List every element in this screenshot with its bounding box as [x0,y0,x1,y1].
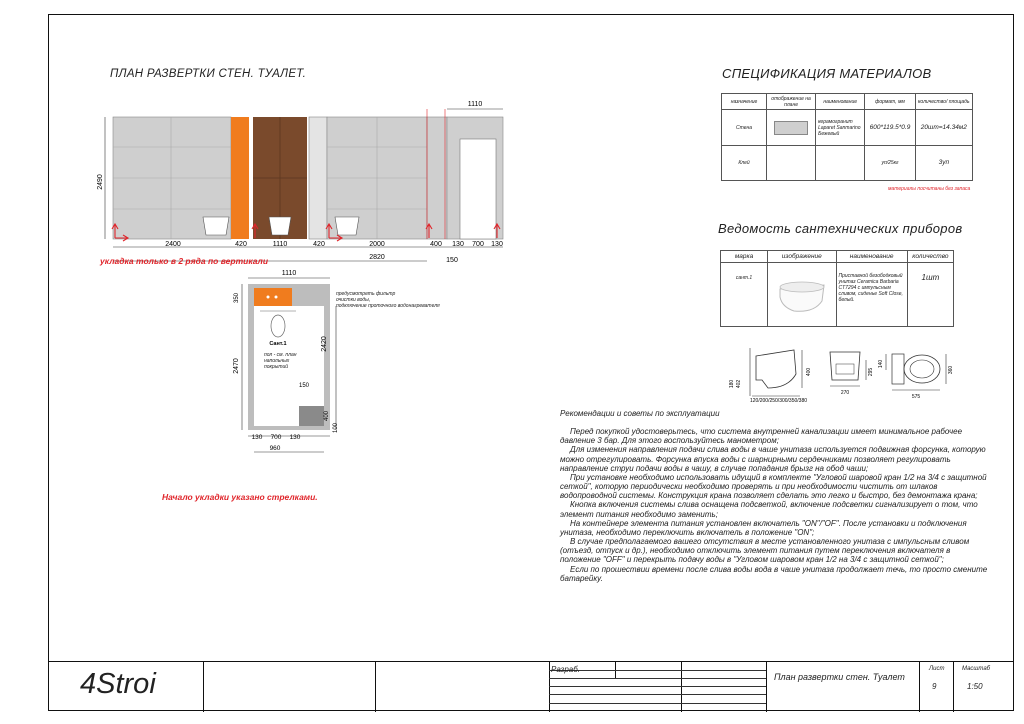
plan-dim-400: 400 [324,410,330,422]
toilet-side-elevation-2 [335,217,359,235]
table-header: количество [907,251,953,263]
dim-seg: 2000 [369,241,385,248]
dim-seg: 400 [430,241,442,248]
drawing-dim: 120/200/250/300/350/380 [750,398,807,402]
tile-swatch [774,121,808,135]
wall-plan-title: ПЛАН РАЗВЕРТКИ СТЕН. ТУАЛЕТ. [110,68,307,80]
recommendation-item: Если по прошествии времени после слива воды вода в чаше унитаза продолжает течь, то просто смените батарейку. [560,564,988,583]
recommendation-item: При установке необходимо использовать идущий в комплекте "Угловой шаровой кран 1/2 на 3/4 с защитной сеткой", которую периодически необходимо проверять и при необходимости чистить от шлаков водопроводной системы. Конструкция крана позволяет сделать это легко и быстро, без демонтажа крана; [560,472,987,501]
table-header: изображение [768,251,836,263]
recommendations [560,409,990,583]
dim-seg: 130 [452,241,464,248]
company-logo-text: 4Stroi [80,668,156,700]
recommendation-item: Кнопка включения системы слива оснащена подсветкой, включение подсветки сигнализирует о том, что элемент питания необходимо заменить; [560,500,978,519]
plan-fixture-label: Сант.1 [269,341,287,347]
dim-sub: 150 [446,257,458,264]
sheet-label: Лист [929,666,945,672]
table-cell: 20шт=14.34м2 [915,110,972,146]
plan-dim-left: 2470 [233,358,240,374]
dim-height: 2490 [97,174,104,190]
drawing-dim: 180 [729,379,735,389]
drawing-dim: 402 [736,379,742,389]
plan-dim-350: 350 [234,292,240,304]
recommendation-item: Для изменения направления подачи слива воды в чаше унитаза используется подвижная форсунка, которую можно отрегулировать. Форсунка впуска воды с шарнирными сердечниками позволяет регулировать направление струи подачи воды в чашу, в случае попадания брызг на обод чаши; [560,445,986,473]
wall-elevation [85,95,525,275]
tile-swatch-cell [767,110,816,146]
dim-seg: 420 [313,241,325,248]
dim-seg: 1110 [272,241,288,248]
layout-note: укладка только в 2 ряда по вертикали [100,256,269,266]
arrows-note: Начало укладки указано стрелками. [162,492,318,502]
plan-dim-150: 150 [298,383,310,389]
table-header: наименование [816,94,865,110]
table-row [722,146,973,181]
recommendation-item: В случае предполагаемого вашего отсутствия в месте установленного унитаза с импульсным сливом (отъезд, отпуск и др.), необходимо отключить элемент питания путем переключения включателя в положение "OFF" и перекрыть подачу воды в "Угловом шаровом кран 1/2 на 3/4 с защитной сеткой"; [560,537,970,565]
fixtures-title: Ведомость сантехнических приборов [718,221,963,236]
sheet-number: 9 [932,682,937,691]
plan-dim-bottom: 700 [270,434,282,441]
drawing-dim: 575 [911,394,921,400]
plan-dim-right: 2420 [321,336,328,352]
toilet-image [772,267,832,317]
plan-note-filter: предусмотреть фильтр очистки воды, подключение проточного водонагревателя [336,291,440,309]
table-cell: 600*119.5*0.9 [865,110,915,146]
plan-dim-bottom: 130 [251,434,263,441]
dim-seg: 420 [235,241,247,248]
side-view-drawing [756,350,796,388]
developer-label: Разраб. [551,665,580,674]
table-cell: сант.1 [721,263,768,327]
recommendations-title: Рекомендации и советы по эксплуатации [560,409,720,418]
table-header: формат, мм [865,94,915,110]
table-header: наименование [836,251,907,263]
table-row [721,263,954,327]
table-header: количество/ площадь [915,94,972,110]
title-block [48,661,1014,711]
toilet-side-elevation-1 [203,217,229,235]
table-header: марка [721,251,768,263]
table-cell: керамогранит Laparet Sanmarino Бежевый [816,110,865,146]
table-cell: Клей [722,146,767,181]
dim-seg: 2400 [165,241,181,248]
toilet-front-elevation [269,217,291,235]
toilet-image-cell [768,263,836,327]
materials-table [721,93,973,181]
top-view-drawing [892,354,904,384]
recommendation-item: Перед покупкой удостоверьтесь, что система внутренней канализации имеет минимальное рабочее давление 3 бар. Для этого воспользуйтесь манометром; [560,427,963,446]
table-cell [816,146,865,181]
plan-orange-box [254,288,292,306]
drawing-dim: 140 [878,359,884,369]
door-opening [460,139,496,239]
plan-dim-100: 100 [333,422,339,434]
table-header: отображение на плане [767,94,816,110]
plan-dim-bottom: 130 [289,434,301,441]
orange-box-panel [231,117,249,239]
spec-note: материалы посчитаны без запаса [888,186,971,192]
plan-shaft [299,406,324,426]
table-header: назначение [722,94,767,110]
drawing-dim: 360 [948,365,954,375]
plan-dim-width: 1110 [281,270,297,277]
front-view-drawing [830,352,860,380]
toilet-technical-drawings [726,340,966,402]
table-cell: Стена [722,110,767,146]
table-cell: уп/25кг [865,146,915,181]
table-row [722,110,973,146]
plan-note-floor: пол - см. план напольных покрытий [264,352,297,370]
sheet-title: План развертки стен. Туалет [774,672,905,682]
recommendation-item: На контейнере элемента питания установлен включатель "ON"/"OF". После установки и подключения унитаза, необходимо переключить включатель в положение "ON"; [560,518,967,537]
scale-label: Масштаб [962,666,991,672]
spec-title: СПЕЦИФИКАЦИЯ МАТЕРИАЛОВ [722,66,932,81]
table-cell: 3уп [915,146,972,181]
table-cell: Приставной безободковый унитаз Ceramica Barbaria CT7294 с импульсным сливом, сиденье Soft Close, белый. [836,263,907,327]
dim-top: 1110 [467,101,483,108]
drawing-dim: 270 [840,390,850,396]
plan-dim-total: 960 [269,445,281,452]
toilet-plan-icon [271,315,285,337]
dim-seg: 700 [472,241,484,248]
fixtures-table [720,250,954,327]
dim-sub: 2820 [369,254,385,261]
dim-seg: 130 [491,241,503,248]
side-panel [309,117,327,239]
drawing-dim: 400 [806,367,812,377]
scale-value: 1:50 [967,682,983,691]
drawing-dim: 295 [868,367,874,377]
table-cell: 1шт [907,263,953,327]
